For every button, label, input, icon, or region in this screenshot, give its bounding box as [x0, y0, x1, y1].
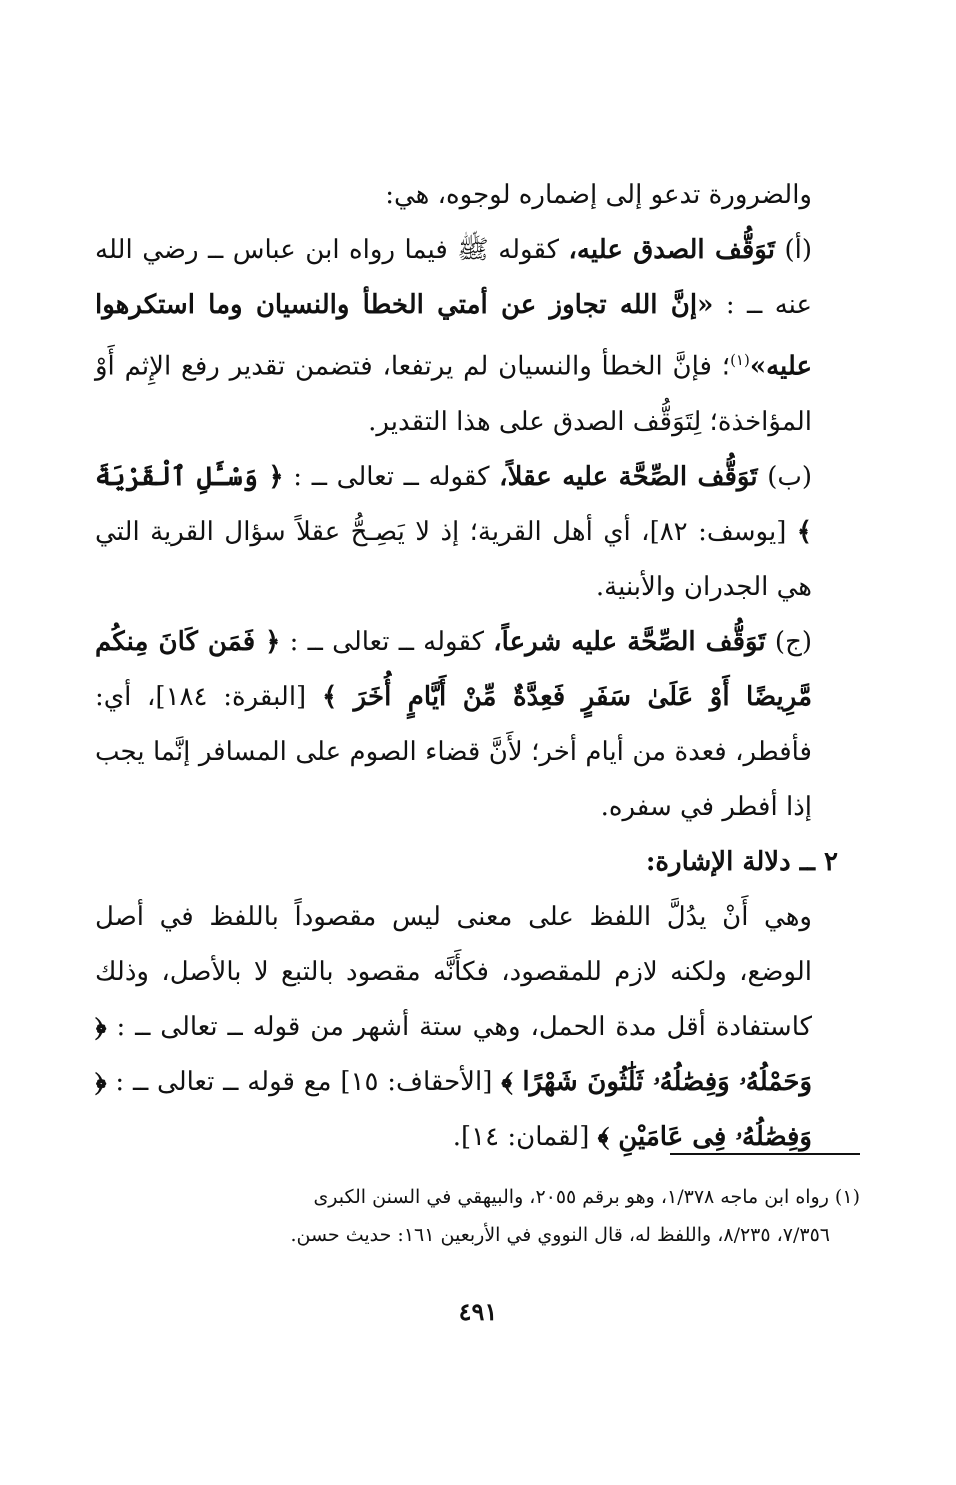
item-c-text: كقوله ــ تعالى ــ : [289, 626, 485, 657]
quran-verse-yusuf: ﴿ وَسْـَٔلِ ٱلْقَرْيَةَ ﴾ [95, 461, 812, 547]
quran-verse-ahqaf: ﴿ وَحَمْلُهُۥ وَفِصَٰلُهُۥ ثَلَٰثُونَ شَهْرًا ﴾ [95, 1011, 813, 1097]
paragraph-b [95, 450, 860, 615]
item-c-title: تَوَقُّف الصِّحَّة عليه شرعاً، [493, 626, 766, 657]
item-a-title: تَوَقُّف الصدق عليه، [568, 235, 775, 265]
item-b-rest: [يوسف: ٨٢]، أي أهل القرية؛ إذ لا يَصِـحُّ عقلاً سؤال القرية التي هي الجدران والأبنية. [95, 516, 812, 602]
item-label-a: (أ) [784, 235, 812, 265]
isharah-end: [لقمان: ١٤]. [452, 1121, 590, 1152]
item-b-title: تَوَقُّف الصِّحَّة عليه عقلاً، [499, 461, 758, 492]
quran-verse-luqman: ﴿ وَفِصَٰلُهُۥ فِى عَامَيْنِ ﴾ [95, 1066, 812, 1152]
footnote-1-line-1: (١) رواه ابن ماجه ١/٣٧٨، وهو برقم ٢٠٥٥، والبيهقي في السنن الكبرى [313, 1186, 860, 1208]
item-b-text: كقوله ــ تعالى ــ : [293, 461, 490, 492]
paragraph-isharah [95, 890, 860, 1165]
footnote-ref[interactable]: (١) [730, 351, 750, 369]
item-label-c: (ج) [774, 626, 812, 657]
section-heading: ٢ ــ دلالة الإشارة: [645, 846, 838, 877]
paragraph-c [95, 615, 860, 835]
isharah-text: وهي أَنْ يدُلَّ اللفظ على معنى ليس مقصوداً باللفظ في أصل الوضع، ولكنه لازم للمقصود، فكأَنَّه مقصود بالتبع لا بالأصل، وذلك كاستفادة أقل مدة الحمل، وهي ستة أشهر من قوله ــ تعالى ــ : [95, 901, 812, 1042]
footnote-1-line-2: ٧/٣٥٦، ٨/٢٣٥، واللفظ له، قال النووي في الأربعين ١٦١: حديث حسن. [290, 1224, 830, 1246]
hadith-quote: «إنَّ الله تجاوز عن أمتي الخطأ والنسيان وما استكرهوا عليه» [95, 290, 812, 382]
page-number: ٤٩١ [458, 1297, 498, 1326]
footnotes [95, 1178, 860, 1254]
item-a-text: كقوله ﷺ فيما رواه ابن عباس ــ رضي الله عنه ــ : [95, 235, 813, 320]
quran-verse-baqarah: ﴿ فَمَن كَانَ مِنكُم مَّرِيضًا أَوْ عَلَىٰ سَفَرٍ فَعِدَّةٌ مِّنْ أَيَّامٍ أُخَرَ ﴾ [95, 626, 813, 712]
main-text [95, 168, 860, 1165]
item-label-b: (ب) [767, 461, 813, 492]
footnote-divider [670, 1153, 860, 1155]
paragraph-a [95, 223, 860, 450]
item-c-rest: [البقرة: ١٨٤]، أي: فأفطر، فعدة من أيام أخر؛ لأَنَّ قضاء الصوم على المسافر إنَّما يجب إذا أفطر في سفره. [95, 681, 812, 822]
intro-text: والضرورة تدعو إلى إضماره لوجوه، هي: [385, 180, 812, 210]
isharah-mid: [الأحقاف: ١٥] مع قوله ــ تعالى ــ : [115, 1066, 493, 1097]
item-a-rest: ؛ فإنَّ الخطأ والنسيان لم يرتفعا، فتضمن تقدير رفع الإِثم أَوْ المؤاخذة؛ لِتَوَقُّف الصدق على هذا التقدير. [95, 351, 812, 437]
paragraph-intro [95, 168, 860, 223]
